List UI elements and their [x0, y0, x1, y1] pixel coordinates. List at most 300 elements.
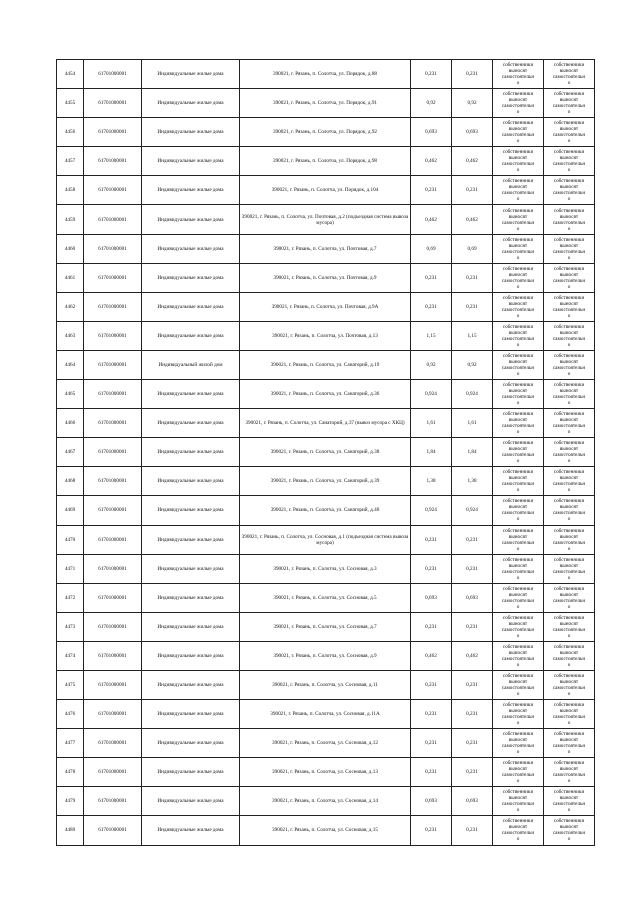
- note-line: о: [516, 516, 520, 523]
- waste-removal-note: [493, 758, 544, 787]
- note-line: самостоятельн: [552, 74, 586, 81]
- row-number: 4474: [57, 641, 84, 670]
- note-line: выносят: [508, 417, 528, 424]
- note-line: собственники: [553, 149, 585, 156]
- note-line: собственники: [502, 294, 534, 301]
- volume-value: 0,231: [411, 670, 452, 699]
- object-address: 390021, г. Рязань, п. Солотча, ул. Сосновая, д.5: [240, 583, 411, 612]
- note-line: собственники: [553, 527, 585, 534]
- row-number: 4455: [57, 89, 84, 118]
- volume-value-2: 0,462: [452, 147, 493, 176]
- note-line: выносят: [508, 475, 528, 482]
- note-line: о: [567, 312, 571, 319]
- note-line: выносят: [508, 679, 528, 686]
- note-line: самостоятельн: [501, 190, 535, 197]
- note-line: собственники: [502, 469, 534, 476]
- note-line: самостоятельн: [501, 306, 535, 313]
- waste-removal-note-2: [544, 758, 595, 787]
- note-line: самостоятельн: [501, 830, 535, 837]
- note-line: о: [567, 778, 571, 785]
- note-line: самостоятельн: [552, 481, 586, 488]
- table-row: [57, 409, 595, 438]
- oktmo-code: 61701000001: [84, 525, 142, 554]
- volume-value-2: 0,693: [452, 787, 493, 816]
- table-row: [57, 205, 595, 234]
- note-line: выносят: [508, 533, 528, 540]
- note-line: о: [516, 254, 520, 261]
- table-row: [57, 438, 595, 467]
- note-line: выносят: [559, 824, 579, 831]
- note-line: о: [516, 138, 520, 145]
- waste-removal-note: [493, 89, 544, 118]
- object-name: Индивидуальные жилые дома: [142, 89, 240, 118]
- object-name: Индивидуальные жилые дома: [142, 612, 240, 641]
- oktmo-code: 61701000001: [84, 147, 142, 176]
- table-row: [57, 147, 595, 176]
- note-line: о: [567, 341, 571, 348]
- row-number: 4465: [57, 380, 84, 409]
- note-line: собственники: [502, 498, 534, 505]
- oktmo-code: 61701000001: [84, 89, 142, 118]
- waste-registry-table: [56, 59, 595, 846]
- object-name: Индивидуальные жилые дома: [142, 205, 240, 234]
- note-line: самостоятельн: [501, 772, 535, 779]
- note-line: собственники: [553, 294, 585, 301]
- object-address: 390021, г. Рязань, п. Солотча, ул. Сосновая, д.14: [240, 787, 411, 816]
- object-address: 390021, г. Рязань, п. Солотча, ул. Сосновая, д.15: [240, 816, 411, 845]
- waste-removal-note-2: [544, 118, 595, 147]
- note-line: выносят: [508, 649, 528, 656]
- note-line: о: [516, 836, 520, 843]
- waste-removal-note: [493, 380, 544, 409]
- note-line: выносят: [508, 737, 528, 744]
- waste-removal-note: [493, 147, 544, 176]
- table-row: [57, 700, 595, 729]
- note-line: самостоятельн: [552, 714, 586, 721]
- object-address: 390021, г. Рязань, п. Солотча, ул. Почтовая, д.13: [240, 321, 411, 350]
- note-line: собственники: [502, 149, 534, 156]
- oktmo-code: 61701000001: [84, 205, 142, 234]
- row-number: 4461: [57, 263, 84, 292]
- object-address: 390021, г. Рязань, п. Солотча, ул. Почтовая, д.9: [240, 263, 411, 292]
- note-line: о: [567, 458, 571, 465]
- row-number: 4463: [57, 321, 84, 350]
- note-line: самостоятельн: [501, 626, 535, 633]
- note-line: о: [567, 283, 571, 290]
- note-line: о: [516, 778, 520, 785]
- note-line: собственники: [502, 527, 534, 534]
- note-line: выносят: [508, 708, 528, 715]
- note-line: о: [516, 632, 520, 639]
- row-number: 4459: [57, 205, 84, 234]
- waste-removal-note-2: [544, 583, 595, 612]
- note-line: выносят: [508, 97, 528, 104]
- note-line: самостоятельн: [552, 597, 586, 604]
- note-line: о: [567, 429, 571, 436]
- object-address: 390021, г. Рязань, п. Солотча, ул. Почтовая, д.2 (подъездная система вывоза мусора): [240, 205, 411, 234]
- waste-removal-note: [493, 321, 544, 350]
- volume-value: 1,15: [411, 321, 452, 350]
- row-number: 4471: [57, 554, 84, 583]
- note-line: о: [567, 370, 571, 377]
- oktmo-code: 61701000001: [84, 816, 142, 845]
- note-line: собственники: [553, 702, 585, 709]
- table-row: [57, 729, 595, 758]
- note-line: самостоятельн: [552, 568, 586, 575]
- note-line: собственники: [553, 818, 585, 825]
- note-line: выносят: [559, 533, 579, 540]
- note-line: о: [516, 487, 520, 494]
- note-line: выносят: [508, 184, 528, 191]
- oktmo-code: 61701000001: [84, 787, 142, 816]
- note-line: о: [516, 196, 520, 203]
- volume-value-2: 0,231: [452, 816, 493, 845]
- note-line: выносят: [559, 679, 579, 686]
- note-line: собственники: [553, 760, 585, 767]
- note-line: собственники: [553, 614, 585, 621]
- waste-removal-note-2: [544, 496, 595, 525]
- object-address: 390021, г. Рязань, п. Солотча, ул. Сосновая, д.7: [240, 612, 411, 641]
- volume-value-2: 0,231: [452, 670, 493, 699]
- oktmo-code: 61701000001: [84, 380, 142, 409]
- note-line: самостоятельн: [552, 510, 586, 517]
- note-line: собственники: [502, 789, 534, 796]
- note-line: собственники: [502, 352, 534, 359]
- object-name: Индивидуальные жилые дома: [142, 700, 240, 729]
- note-line: самостоятельн: [552, 103, 586, 110]
- table-row: [57, 380, 595, 409]
- object-name: Индивидуальные жилые дома: [142, 670, 240, 699]
- oktmo-code: 61701000001: [84, 729, 142, 758]
- volume-value: 0,924: [411, 496, 452, 525]
- note-line: собственники: [502, 91, 534, 98]
- note-line: о: [567, 80, 571, 87]
- waste-removal-note-2: [544, 263, 595, 292]
- waste-removal-note-2: [544, 729, 595, 758]
- note-line: самостоятельн: [501, 335, 535, 342]
- note-line: выносят: [508, 329, 528, 336]
- note-line: собственники: [502, 760, 534, 767]
- row-number: 4466: [57, 409, 84, 438]
- note-line: выносят: [559, 708, 579, 715]
- volume-value-2: 1,84: [452, 438, 493, 467]
- object-name: Индивидуальные жилые дома: [142, 758, 240, 787]
- waste-removal-note: [493, 787, 544, 816]
- waste-removal-note: [493, 700, 544, 729]
- oktmo-code: 61701000001: [84, 350, 142, 379]
- table-row: [57, 234, 595, 263]
- note-line: о: [567, 487, 571, 494]
- note-line: собственники: [502, 585, 534, 592]
- note-line: выносят: [559, 155, 579, 162]
- note-line: самостоятельн: [552, 364, 586, 371]
- note-line: самостоятельн: [501, 364, 535, 371]
- table-row: [57, 60, 595, 89]
- note-line: выносят: [508, 300, 528, 307]
- note-line: о: [567, 225, 571, 232]
- object-name: Индивидуальные жилые дома: [142, 60, 240, 89]
- oktmo-code: 61701000001: [84, 60, 142, 89]
- object-address: 390021, г. Рязань, п. Солотча, ул. Порядок, д.98: [240, 147, 411, 176]
- volume-value: 1,84: [411, 438, 452, 467]
- row-number: 4469: [57, 496, 84, 525]
- oktmo-code: 61701000001: [84, 438, 142, 467]
- note-line: самостоятельн: [552, 277, 586, 284]
- object-address: 390021, г. Рязань, п. Солотча, ул. Порядок, д.104: [240, 176, 411, 205]
- waste-removal-note: [493, 583, 544, 612]
- note-line: о: [516, 807, 520, 814]
- volume-value: 0,69: [411, 234, 452, 263]
- waste-removal-note: [493, 176, 544, 205]
- row-number: 4479: [57, 787, 84, 816]
- volume-value: 0,693: [411, 583, 452, 612]
- note-line: самостоятельн: [501, 74, 535, 81]
- note-line: собственники: [502, 120, 534, 127]
- waste-removal-note-2: [544, 176, 595, 205]
- waste-removal-note-2: [544, 700, 595, 729]
- volume-value-2: 0,924: [452, 380, 493, 409]
- table-row: [57, 554, 595, 583]
- volume-value: 0,231: [411, 60, 452, 89]
- note-line: собственники: [553, 789, 585, 796]
- volume-value: 0,231: [411, 612, 452, 641]
- oktmo-code: 61701000001: [84, 583, 142, 612]
- note-line: собственники: [502, 731, 534, 738]
- volume-value-2: 0,92: [452, 89, 493, 118]
- object-name: Индивидуальные жилые дома: [142, 176, 240, 205]
- note-line: о: [567, 254, 571, 261]
- waste-removal-note-2: [544, 234, 595, 263]
- waste-removal-note: [493, 525, 544, 554]
- note-line: о: [516, 749, 520, 756]
- note-line: выносят: [508, 213, 528, 220]
- object-name: Индивидуальные жилые дома: [142, 583, 240, 612]
- note-line: собственники: [502, 818, 534, 825]
- note-line: собственники: [553, 265, 585, 272]
- note-line: собственники: [502, 643, 534, 650]
- table-row: [57, 263, 595, 292]
- waste-removal-note-2: [544, 816, 595, 845]
- table-body: [57, 60, 595, 846]
- waste-removal-note: [493, 641, 544, 670]
- object-name: Индивидуальный жилой дом: [142, 350, 240, 379]
- object-address: 390021, г. Рязань, п. Солотча, ул. Сосновая, д.9: [240, 641, 411, 670]
- object-address: 390021, г. Рязань, п. Солотча, ул. Санаторий, д.36: [240, 380, 411, 409]
- note-line: выносят: [559, 126, 579, 133]
- note-line: собственники: [553, 120, 585, 127]
- note-line: самостоятельн: [552, 306, 586, 313]
- waste-removal-note-2: [544, 612, 595, 641]
- note-line: выносят: [559, 358, 579, 365]
- waste-removal-note-2: [544, 787, 595, 816]
- table-row: [57, 118, 595, 147]
- oktmo-code: 61701000001: [84, 176, 142, 205]
- waste-removal-note-2: [544, 641, 595, 670]
- note-line: о: [567, 691, 571, 698]
- object-name: Индивидуальные жилые дома: [142, 380, 240, 409]
- volume-value-2: 0,462: [452, 641, 493, 670]
- note-line: о: [516, 720, 520, 727]
- object-address: 390021, г. Рязань, п. Солотча, ул. Сосновая, д.11А: [240, 700, 411, 729]
- note-line: выносят: [559, 766, 579, 773]
- object-address: 390021, г. Рязань, п. Солотча, ул. Почтовая, д.9А: [240, 292, 411, 321]
- volume-value-2: 0,69: [452, 234, 493, 263]
- note-line: о: [567, 196, 571, 203]
- waste-removal-note: [493, 234, 544, 263]
- note-line: о: [516, 167, 520, 174]
- oktmo-code: 61701000001: [84, 234, 142, 263]
- object-address: 390021, г. Рязань, п. Солотча, ул. Порядок, д.92: [240, 118, 411, 147]
- object-name: Индивидуальные жилые дома: [142, 409, 240, 438]
- note-line: выносят: [559, 446, 579, 453]
- object-name: Индивидуальные жилые дома: [142, 641, 240, 670]
- note-line: о: [567, 749, 571, 756]
- volume-value-2: 0,231: [452, 729, 493, 758]
- note-line: выносят: [559, 737, 579, 744]
- note-line: о: [567, 574, 571, 581]
- note-line: выносят: [559, 475, 579, 482]
- note-line: о: [516, 225, 520, 232]
- note-line: самостоятельн: [501, 277, 535, 284]
- volume-value: 0,462: [411, 205, 452, 234]
- note-line: самостоятельн: [552, 335, 586, 342]
- note-line: самостоятельн: [501, 248, 535, 255]
- object-address: 390021, г. Рязань, п. Солотча, ул. Почтовая, д.7: [240, 234, 411, 263]
- oktmo-code: 61701000001: [84, 292, 142, 321]
- object-name: Индивидуальные жилые дома: [142, 321, 240, 350]
- oktmo-code: 61701000001: [84, 670, 142, 699]
- note-line: выносят: [508, 155, 528, 162]
- note-line: собственники: [553, 731, 585, 738]
- waste-removal-note: [493, 554, 544, 583]
- waste-removal-note: [493, 729, 544, 758]
- object-address: 390021, г. Рязань, п. Солотча, ул. Санаторий, д.19: [240, 350, 411, 379]
- note-line: выносят: [559, 591, 579, 598]
- note-line: самостоятельн: [552, 132, 586, 139]
- object-name: Индивидуальные жилые дома: [142, 234, 240, 263]
- object-address: 390021, г. Рязань, п. Солотча, ул. Санаторий, д.38: [240, 438, 411, 467]
- table-row: [57, 816, 595, 845]
- volume-value: 0,231: [411, 176, 452, 205]
- waste-removal-note: [493, 118, 544, 147]
- note-line: выносят: [559, 649, 579, 656]
- oktmo-code: 61701000001: [84, 554, 142, 583]
- volume-value-2: 0,462: [452, 205, 493, 234]
- object-name: Индивидуальные жилые дома: [142, 787, 240, 816]
- note-line: самостоятельн: [552, 248, 586, 255]
- volume-value-2: 0,231: [452, 758, 493, 787]
- note-line: собственники: [502, 614, 534, 621]
- note-line: собственники: [502, 178, 534, 185]
- note-line: выносят: [508, 68, 528, 75]
- row-number: 4475: [57, 670, 84, 699]
- object-name: Индивидуальные жилые дома: [142, 292, 240, 321]
- note-line: собственники: [502, 673, 534, 680]
- note-line: самостоятельн: [552, 539, 586, 546]
- note-line: выносят: [559, 97, 579, 104]
- note-line: выносят: [559, 504, 579, 511]
- note-line: собственники: [502, 440, 534, 447]
- object-name: Индивидуальные жилые дома: [142, 816, 240, 845]
- volume-value-2: 0,92: [452, 350, 493, 379]
- row-number: 4457: [57, 147, 84, 176]
- row-number: 4464: [57, 350, 84, 379]
- note-line: самостоятельн: [501, 743, 535, 750]
- note-line: о: [516, 691, 520, 698]
- volume-value: 0,231: [411, 554, 452, 583]
- volume-value: 0,231: [411, 263, 452, 292]
- row-number: 4473: [57, 612, 84, 641]
- waste-removal-note-2: [544, 409, 595, 438]
- volume-value: 0,231: [411, 525, 452, 554]
- note-line: собственники: [502, 411, 534, 418]
- note-line: собственники: [553, 178, 585, 185]
- note-line: выносят: [508, 126, 528, 133]
- volume-value: 0,92: [411, 89, 452, 118]
- volume-value: 0,693: [411, 787, 452, 816]
- note-line: собственники: [553, 643, 585, 650]
- waste-removal-note-2: [544, 670, 595, 699]
- note-line: самостоятельн: [501, 685, 535, 692]
- volume-value-2: 0,231: [452, 60, 493, 89]
- note-line: выносят: [508, 620, 528, 627]
- waste-removal-note-2: [544, 525, 595, 554]
- volume-value: 0,924: [411, 380, 452, 409]
- object-address: 390021, г. Рязань, п. Солотча, ул. Сосновая, д.11: [240, 670, 411, 699]
- note-line: выносят: [559, 795, 579, 802]
- note-line: о: [516, 429, 520, 436]
- note-line: выносят: [508, 795, 528, 802]
- note-line: самостоятельн: [552, 685, 586, 692]
- note-line: о: [567, 545, 571, 552]
- note-line: о: [516, 603, 520, 610]
- note-line: собственники: [553, 91, 585, 98]
- note-line: о: [567, 400, 571, 407]
- object-address: 390021, г. Рязань, п. Солотча, ул. Порядок, д.91: [240, 89, 411, 118]
- volume-value-2: 0,693: [452, 118, 493, 147]
- table-row: [57, 89, 595, 118]
- table-row: [57, 612, 595, 641]
- volume-value: 1,38: [411, 467, 452, 496]
- table-row: [57, 321, 595, 350]
- note-line: собственники: [553, 469, 585, 476]
- oktmo-code: 61701000001: [84, 321, 142, 350]
- volume-value: 0,92: [411, 350, 452, 379]
- note-line: самостоятельн: [552, 190, 586, 197]
- volume-value-2: 1,61: [452, 409, 493, 438]
- note-line: о: [567, 138, 571, 145]
- note-line: самостоятельн: [552, 830, 586, 837]
- object-address: 390021, г. Рязань, п. Солотча, ул. Сосновая, д.13: [240, 758, 411, 787]
- note-line: собственники: [502, 236, 534, 243]
- note-line: выносят: [559, 184, 579, 191]
- row-number: 4467: [57, 438, 84, 467]
- note-line: выносят: [508, 271, 528, 278]
- note-line: самостоятельн: [552, 772, 586, 779]
- object-address: 390021, г. Рязань, п. Солотча, ул. Санаторий, д.37 (вывоз мусора с ХКЦ): [240, 409, 411, 438]
- note-line: о: [516, 400, 520, 407]
- note-line: о: [516, 458, 520, 465]
- row-number: 4460: [57, 234, 84, 263]
- oktmo-code: 61701000001: [84, 263, 142, 292]
- note-line: самостоятельн: [501, 539, 535, 546]
- volume-value-2: 0,231: [452, 263, 493, 292]
- object-name: Индивидуальные жилые дома: [142, 554, 240, 583]
- row-number: 4470: [57, 525, 84, 554]
- note-line: собственники: [553, 498, 585, 505]
- note-line: собственники: [553, 62, 585, 69]
- volume-value: 1,61: [411, 409, 452, 438]
